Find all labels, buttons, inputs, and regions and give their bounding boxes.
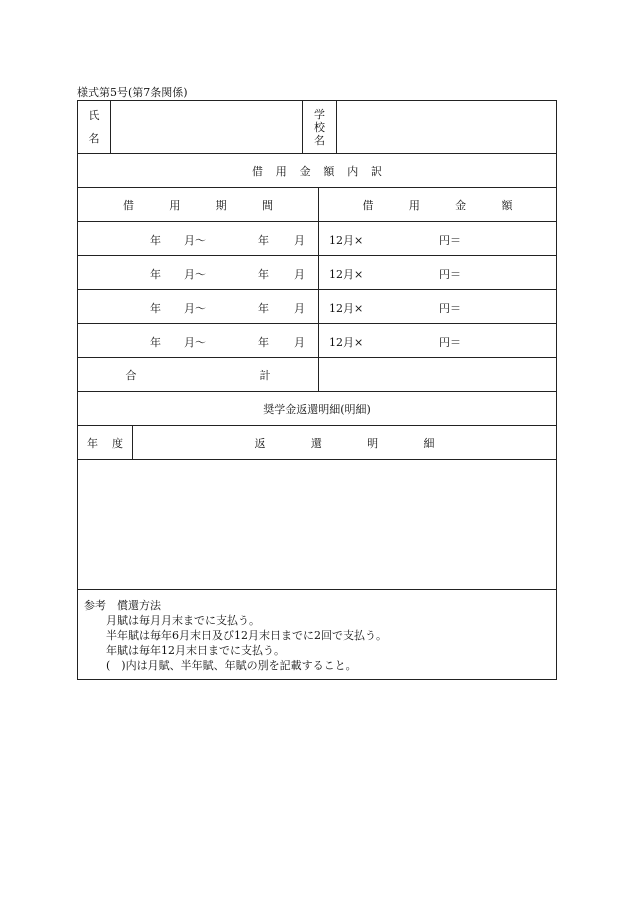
repayment-detail-title: 奨学金返還明細(明細): [263, 402, 371, 416]
col-amount-header: 借 用 金 額: [318, 188, 556, 221]
amount-cell[interactable]: 12月× 円＝: [318, 256, 556, 289]
loan-breakdown-title-row: [78, 154, 556, 188]
period-cell[interactable]: 年 月～ 年 月: [150, 302, 305, 315]
loan-breakdown-title: 借 用 金 額 内 訳: [252, 164, 382, 178]
repayment-detail-area[interactable]: [78, 460, 556, 590]
school-field[interactable]: [336, 101, 556, 153]
period-row: [78, 222, 556, 256]
form-number-label: 様式第5号(第7条関係): [77, 86, 188, 99]
period-cell[interactable]: 年 月～ 年 月: [150, 268, 305, 281]
total-row: [78, 358, 556, 392]
period-row: [78, 290, 556, 324]
reference-notes: [78, 590, 556, 679]
repayment-form-table: [77, 100, 557, 680]
period-row: [78, 256, 556, 290]
loan-columns-header: [78, 188, 556, 222]
name-label: 氏 名: [88, 109, 100, 145]
notes-line: ( )内は月賦、半年賦、年賦の別を記載すること。: [106, 659, 357, 672]
col-detail-header: 返 還 明 細: [132, 426, 556, 459]
period-cell[interactable]: 年 月～ 年 月: [150, 336, 305, 349]
period-cell[interactable]: 年 月～ 年 月: [150, 234, 305, 247]
notes-line: 月賦は毎月月末までに支払う。: [106, 614, 260, 627]
school-label: 学 校 名: [302, 101, 336, 153]
notes-line: 年賦は毎年12月末日までに支払う。: [106, 644, 285, 657]
repayment-columns-header: [78, 426, 556, 460]
name-school-row: [78, 101, 556, 154]
notes-line: 半年賦は毎年6月末日及び12月末日までに2回で支払う。: [106, 629, 387, 642]
col-period-header: 借 用 期 間: [123, 198, 273, 212]
amount-cell[interactable]: 12月× 円＝: [318, 222, 556, 255]
total-amount-cell[interactable]: [318, 358, 556, 391]
col-year-header: 年 度: [87, 436, 123, 450]
amount-cell[interactable]: 12月× 円＝: [318, 290, 556, 323]
period-row: [78, 324, 556, 358]
total-label: 合 計: [125, 368, 271, 382]
notes-title: 参考 償還方法: [84, 599, 161, 612]
repayment-detail-title-row: [78, 392, 556, 426]
amount-cell[interactable]: 12月× 円＝: [318, 324, 556, 357]
